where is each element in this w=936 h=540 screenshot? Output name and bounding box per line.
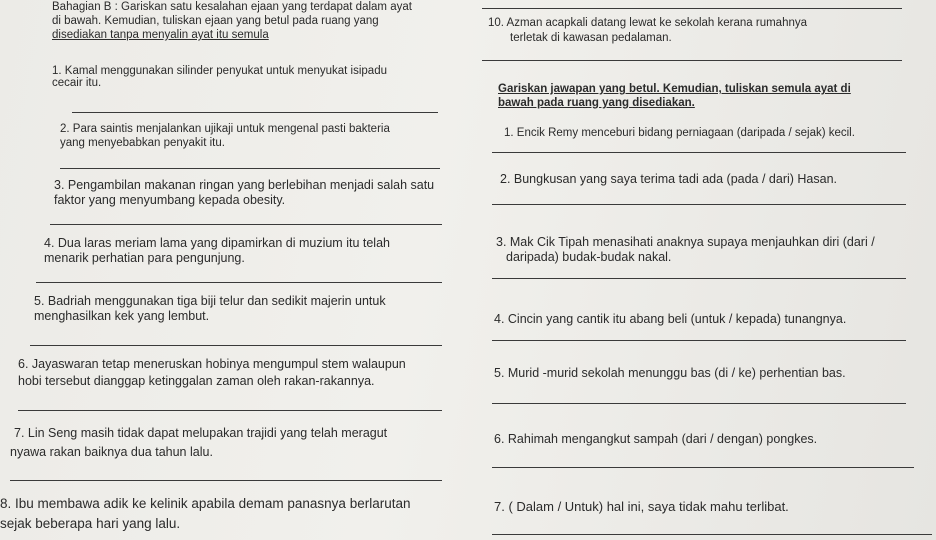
right-question-6: 6. Rahimah mengangkut sampah (dari / dengan) pongkes.: [494, 432, 818, 446]
left-question-7-line2: nyawa rakan baiknya dua tahun lalu.: [10, 445, 213, 459]
left-question-3-line1: 3. Pengambilan makanan ringan yang berlebihan menjadi salah satu: [54, 178, 435, 192]
section-b-instruction-line2: di bawah. Kemudian, tuliskan ejaan yang betul pada ruang yang: [52, 15, 379, 27]
answer-line-right-9[interactable]: [482, 8, 902, 9]
answer-line-right-10[interactable]: [482, 60, 902, 61]
left-question-2-line2: yang menyebabkan penyakit itu.: [60, 137, 225, 149]
left-question-1-line1: 1. Kamal menggunakan silinder penyukat untuk menyukat isipadu: [52, 65, 387, 77]
left-question-6-line1: 6. Jayaswaran tetap meneruskan hobinya mengumpul stem walaupun: [18, 357, 406, 371]
right-question-1: 1. Encik Remy menceburi bidang perniagaan (daripada / sejak) kecil.: [504, 127, 855, 139]
answer-line-left-4[interactable]: [36, 282, 442, 283]
answer-line-right-7[interactable]: [492, 534, 932, 535]
left-question-4-line1: 4. Dua laras meriam lama yang dipamirkan di muzium itu telah: [44, 236, 390, 250]
answer-line-left-3[interactable]: [50, 224, 442, 225]
section-instruction-right-line2: bawah pada ruang yang disediakan.: [498, 97, 695, 109]
right-question-10-line2: terletak di kawasan pedalaman.: [510, 32, 672, 44]
right-question-10-line1: 10. Azman acapkali datang lewat ke sekolah kerana rumahnya: [488, 17, 808, 29]
answer-line-left-2[interactable]: [60, 168, 440, 169]
left-question-8-line2: sejak beberapa hari yang lalu.: [0, 516, 181, 531]
left-question-8-line1: 8. Ibu membawa adik ke kelinik apabila demam panasnya berlarutan: [0, 496, 411, 511]
answer-line-right-1[interactable]: [492, 152, 906, 153]
left-question-2-line1: 2. Para saintis menjalankan ujikaji untuk mengenal pasti bakteria: [60, 123, 390, 135]
right-question-3-line1: 3. Mak Cik Tipah menasihati anaknya supaya menjauhkan diri (dari /: [496, 235, 875, 249]
answer-line-left-7[interactable]: [10, 480, 442, 481]
left-question-1-line2: cecair itu.: [52, 77, 102, 89]
answer-line-left-1[interactable]: [72, 112, 438, 113]
left-question-5-line1: 5. Badriah menggunakan tiga biji telur dan sedikit majerin untuk: [34, 294, 386, 308]
right-question-3-line2: daripada) budak-budak nakal.: [506, 250, 672, 264]
section-b-instruction-line1: Bahagian B : Gariskan satu kesalahan ejaan yang terdapat dalam ayat: [52, 1, 412, 13]
left-question-6-line2: hobi tersebut dianggap ketinggalan zaman oleh rakan-rakannya.: [18, 374, 375, 388]
right-question-5: 5. Murid -murid sekolah menunggu bas (di / ke) perhentian bas.: [494, 366, 846, 380]
left-question-7-line1: 7. Lin Seng masih tidak dapat melupakan trajidi yang telah meragut: [14, 426, 388, 440]
left-question-4-line2: menarik perhatian para pengunjung.: [44, 251, 245, 265]
answer-line-left-5[interactable]: [30, 345, 442, 346]
left-question-3-line2: faktor yang menyumbang kepada obesity.: [54, 193, 286, 207]
answer-line-right-3[interactable]: [492, 278, 906, 279]
right-question-2: 2. Bungkusan yang saya terima tadi ada (pada / dari) Hasan.: [500, 172, 838, 186]
answer-line-right-4[interactable]: [492, 340, 906, 341]
right-question-4: 4. Cincin yang cantik itu abang beli (untuk / kepada) tunangnya.: [494, 312, 847, 326]
right-question-7: 7. ( Dalam / Untuk) hal ini, saya tidak mahu terlibat.: [494, 499, 789, 514]
answer-line-right-6[interactable]: [492, 467, 914, 468]
answer-line-right-5[interactable]: [492, 403, 906, 404]
answer-line-left-6[interactable]: [18, 410, 442, 411]
section-instruction-right-line1: Gariskan jawapan yang betul. Kemudian, tuliskan semula ayat di: [498, 83, 851, 95]
section-b-instruction-line3: disediakan tanpa menyalin ayat itu semula: [52, 29, 269, 41]
left-question-5-line2: menghasilkan kek yang lembut.: [34, 309, 210, 323]
answer-line-right-2[interactable]: [492, 204, 906, 205]
